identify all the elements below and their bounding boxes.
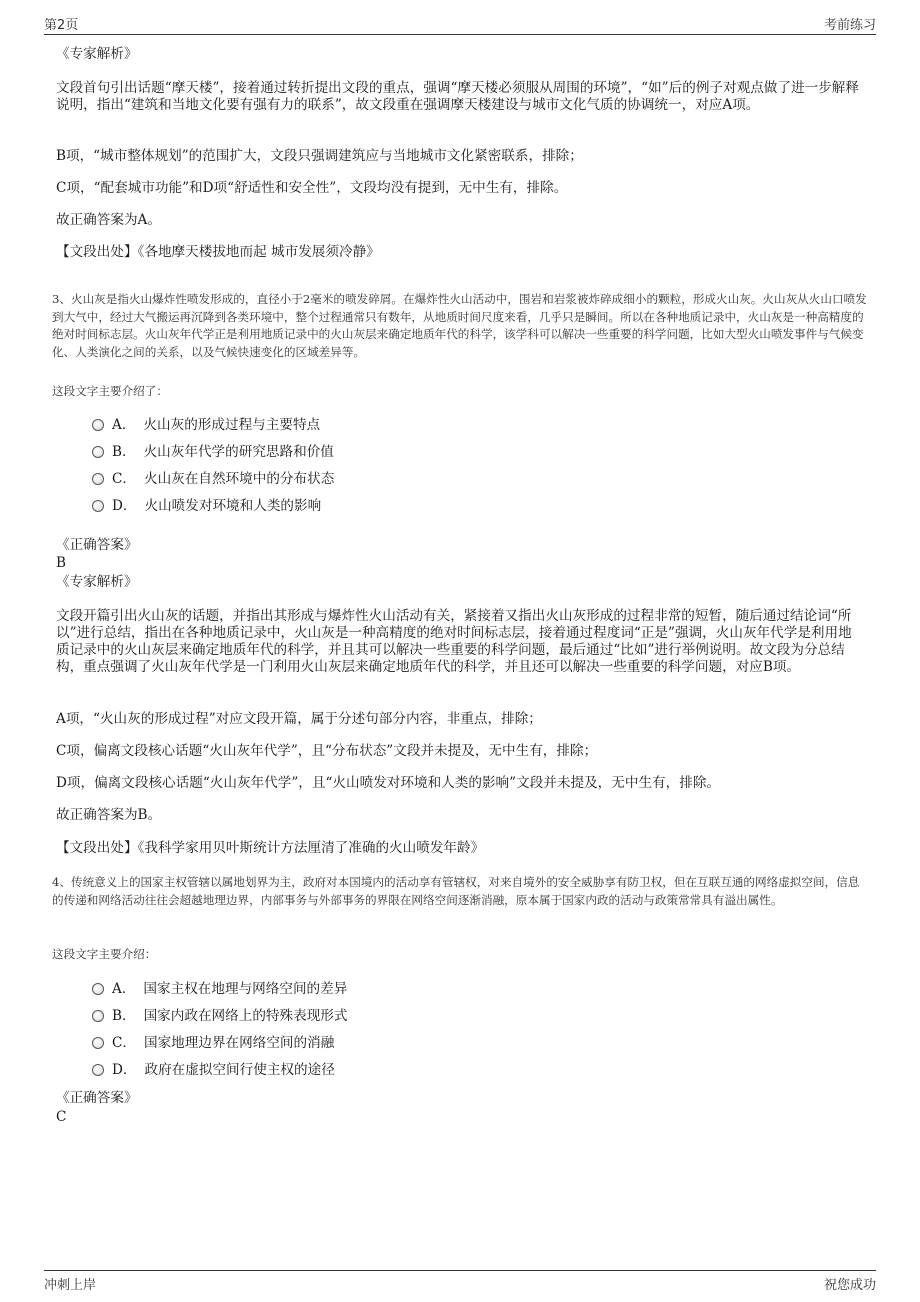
expert-analysis-title: 《专家解析》 bbox=[56, 574, 138, 590]
question-4-option-d[interactable]: D． 政府在虚拟空间行使主权的途径 bbox=[92, 1061, 335, 1079]
question-4-option-c[interactable]: C． 国家地理边界在网络空间的消融 bbox=[92, 1034, 334, 1052]
analysis-paragraph: 文段首句引出话题“摩天楼”，接着通过转折提出文段的重点，强调“摩天楼必须服从周围的环境”，“如”后的例子对观点做了进一步解释说明，指出“建筑和当地文化要有强有力的联系”，故文段重在强调摩天楼建设与城市文化气质的协调统一，对应A项。 bbox=[56, 80, 859, 113]
question-3-option-d[interactable]: D． 火山喷发对环境和人类的影响 bbox=[92, 497, 321, 515]
question-3-option-c[interactable]: C． 火山灰在自然环境中的分布状态 bbox=[92, 470, 334, 488]
radio-button-icon[interactable] bbox=[92, 500, 104, 512]
analysis-conclusion: 故正确答案为B。 bbox=[56, 807, 162, 823]
header-title: 考前练习 bbox=[823, 18, 876, 33]
question-3-prompt: 这段文字主要介绍了： bbox=[52, 384, 168, 398]
analysis-paragraph: B项，“城市整体规划”的范围扩大，文段只强调建筑应与当地城市文化紧密联系，排除； bbox=[56, 148, 583, 164]
page-header bbox=[44, 14, 876, 35]
radio-button-icon[interactable] bbox=[92, 983, 104, 995]
page-number: 第2页 bbox=[44, 18, 79, 33]
analysis-paragraph: 文段开篇引出火山灰的话题，并指出其形成与爆炸性火山活动有关，紧接着又指出火山灰形成的过程非常的短暂，随后通过结论词“所以”进行总结，指出在各种地质记录中，火山灰是一种高精度的绝对时间标志层，接着通过程度词“正是”强调，火山灰年代学是利用地质记录中的火山灰层来确定地质年代的科学，并且其可以解决一些重要的科学问题，最后通过“比如”进行举例说明。故文段为分总结构，重点强调了火山灰年代学是一门利用火山灰层来确定地质年代的科学，并且还可以解决一些重要的科学问题，对应B项。 bbox=[56, 608, 852, 675]
radio-button-icon[interactable] bbox=[92, 1010, 104, 1022]
question-3-text: 3、火山灰是指火山爆炸性喷发形成的，直径小于2毫米的喷发碎屑。在爆炸性火山活动中，围岩和岩浆被炸碎成细小的颗粒，形成火山灰。火山灰从火山口喷发到大气中，经过大气搬运再沉降到各类环境中，整个过程通常只有数年，从地质时间尺度来看，几乎只是瞬间。所以在各种地质记录中，火山灰是一种高精度的绝对时间标志层。火山灰年代学正是利用地质记录中的火山灰层来确定地质年代的科学，该学科可以解决一些重要的科学问题，比如大型火山喷发事件与气候变化、人类演化之间的关系，以及气候快速变化的区域差异等。 bbox=[52, 292, 867, 359]
analysis-paragraph: C项，偏离文段核心话题“火山灰年代学”，且“分布状态”文段并未提及，无中生有，排除； bbox=[56, 743, 598, 759]
correct-answer-title: 《正确答案》 bbox=[56, 537, 138, 553]
radio-button-icon[interactable] bbox=[92, 473, 104, 485]
correct-answer-title: 《正确答案》 bbox=[56, 1090, 138, 1106]
page-footer bbox=[44, 1270, 876, 1294]
footer-right-text: 祝您成功 bbox=[823, 1278, 876, 1293]
correct-answer: C bbox=[56, 1109, 67, 1125]
radio-button-icon[interactable] bbox=[92, 446, 104, 458]
expert-analysis-title: 《专家解析》 bbox=[56, 46, 138, 62]
analysis-paragraph: A项，“火山灰的形成过程”对应文段开篇，属于分述句部分内容，非重点，排除； bbox=[56, 711, 542, 727]
radio-button-icon[interactable] bbox=[92, 1064, 104, 1076]
question-4-option-b[interactable]: B． 国家内政在网络上的特殊表现形式 bbox=[92, 1007, 348, 1025]
analysis-paragraph: C项，“配套城市功能”和D项“舒适性和安全性”，文段均没有提到，无中生有，排除。 bbox=[56, 180, 568, 196]
analysis-paragraph: D项，偏离文段核心话题“火山灰年代学”，且“火山喷发对环境和人类的影响”文段并未提及，无中生有，排除。 bbox=[56, 775, 721, 791]
passage-source: 【文段出处】《我科学家用贝叶斯统计方法厘清了准确的火山喷发年龄》 bbox=[56, 840, 485, 856]
question-4-prompt: 这段文字主要介绍： bbox=[52, 947, 157, 961]
question-4-text: 4、传统意义上的国家主权管辖以属地划界为主，政府对本国境内的活动享有管辖权，对来自境外的安全威胁享有防卫权，但在互联互通的网络虚拟空间，信息的传递和网络活动往往会超越地理边界，内部事务与外部事务的界限在网络空间逐渐消融，原本属于国家内政的活动与政策常常具有溢出属性。 bbox=[52, 875, 860, 907]
question-3-option-b[interactable]: B． 火山灰年代学的研究思路和价值 bbox=[92, 443, 334, 461]
question-3-option-a[interactable]: A． 火山灰的形成过程与主要特点 bbox=[92, 416, 320, 434]
question-4-option-a[interactable]: A． 国家主权在地理与网络空间的差异 bbox=[92, 980, 347, 998]
footer-left-text: 冲刺上岸 bbox=[44, 1278, 97, 1293]
analysis-conclusion: 故正确答案为A。 bbox=[56, 212, 161, 228]
correct-answer: B bbox=[56, 555, 66, 571]
radio-button-icon[interactable] bbox=[92, 419, 104, 431]
passage-source: 【文段出处】《各地摩天楼拔地而起 城市发展须冷静》 bbox=[56, 244, 380, 260]
radio-button-icon[interactable] bbox=[92, 1037, 104, 1049]
